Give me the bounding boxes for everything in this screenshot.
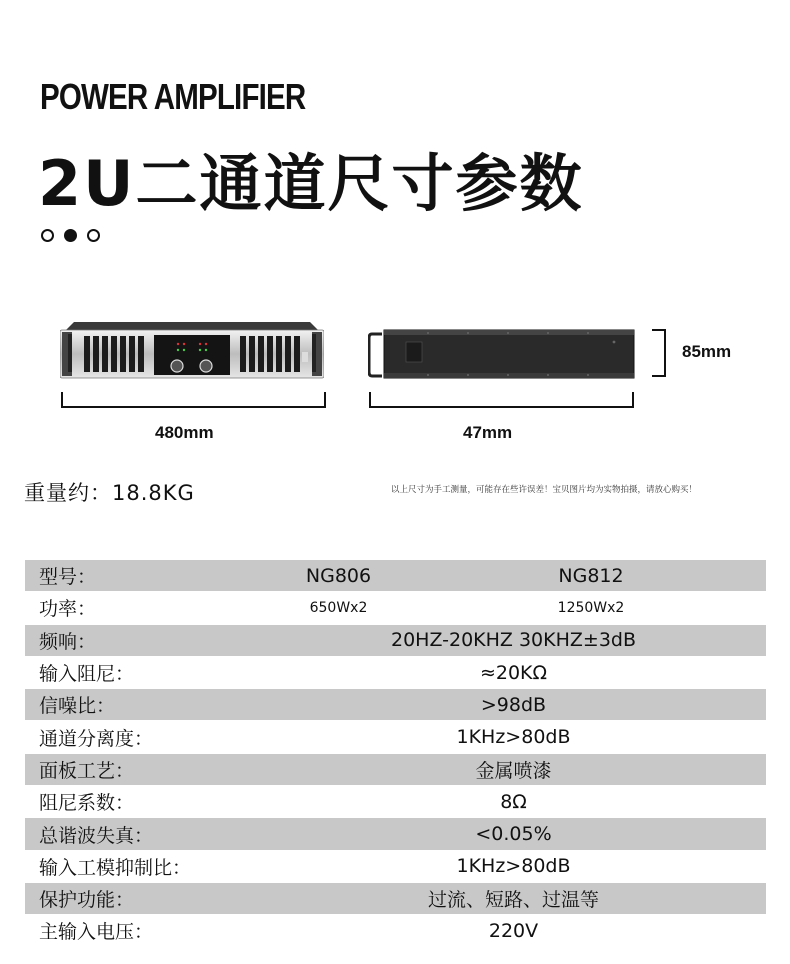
spec-value: <0.05% bbox=[261, 818, 766, 850]
width-label: 480mm bbox=[155, 423, 214, 442]
spec-label: 型号： bbox=[25, 560, 261, 592]
weight-text: 重量约：18.8KG bbox=[24, 481, 195, 505]
spec-value: 8Ω bbox=[261, 786, 766, 818]
width-dimension-line bbox=[61, 392, 326, 408]
spec-value: ≈20KΩ bbox=[261, 656, 766, 688]
spec-table bbox=[25, 560, 766, 948]
eyebrow-title: POWER AMPLIFIER bbox=[40, 76, 306, 117]
spec-label: 功率： bbox=[25, 592, 261, 624]
table-row bbox=[25, 818, 766, 850]
carousel-dots bbox=[41, 229, 100, 242]
spec-value: 1250Wx2 bbox=[416, 592, 766, 624]
amplifier-side-image bbox=[368, 328, 636, 380]
depth-label: 47mm bbox=[463, 423, 513, 442]
height-dimension-line bbox=[652, 329, 666, 377]
table-row bbox=[25, 915, 766, 947]
spec-label: 总谐波失真： bbox=[25, 818, 261, 850]
spec-value: 20HZ-20KHZ 30KHZ±3dB bbox=[261, 624, 766, 656]
spec-label: 主输入电压： bbox=[25, 915, 261, 947]
spec-value: 650Wx2 bbox=[261, 592, 416, 624]
table-row bbox=[25, 624, 766, 656]
table-row bbox=[25, 882, 766, 914]
depth-dimension-line bbox=[369, 392, 634, 408]
spec-value: NG812 bbox=[416, 560, 766, 592]
spec-label: 通道分离度： bbox=[25, 721, 261, 753]
amplifier-front-image bbox=[60, 322, 324, 380]
table-row bbox=[25, 753, 766, 785]
dot-indicator-active bbox=[64, 229, 77, 242]
table-row bbox=[25, 786, 766, 818]
spec-value: >98dB bbox=[261, 689, 766, 721]
spec-label: 频响： bbox=[25, 624, 261, 656]
table-row bbox=[25, 592, 766, 624]
page-title: 2U二通道尺寸参数 bbox=[38, 147, 584, 220]
spec-value: NG806 bbox=[261, 560, 416, 592]
spec-value: 1KHz>80dB bbox=[261, 850, 766, 882]
spec-value: 1KHz>80dB bbox=[261, 721, 766, 753]
spec-value: 金属喷漆 bbox=[261, 753, 766, 785]
dot-indicator bbox=[41, 229, 54, 242]
spec-label: 输入阻尼： bbox=[25, 656, 261, 688]
table-row bbox=[25, 689, 766, 721]
spec-value: 220V bbox=[261, 915, 766, 947]
spec-label: 输入工模抑制比： bbox=[25, 850, 261, 882]
table-row bbox=[25, 656, 766, 688]
table-row bbox=[25, 721, 766, 753]
dot-indicator bbox=[87, 229, 100, 242]
spec-label: 保护功能： bbox=[25, 882, 261, 914]
spec-value: 过流、短路、过温等 bbox=[261, 882, 766, 914]
spec-label: 面板工艺： bbox=[25, 753, 261, 785]
table-row bbox=[25, 560, 766, 592]
table-row bbox=[25, 850, 766, 882]
spec-label: 信噪比： bbox=[25, 689, 261, 721]
spec-label: 阻尼系数： bbox=[25, 786, 261, 818]
height-label: 85mm bbox=[682, 342, 732, 361]
measurement-note: 以上尺寸为手工测量，可能存在些许误差！宝贝图片均为实物拍摄，请放心购买！ bbox=[391, 485, 698, 495]
